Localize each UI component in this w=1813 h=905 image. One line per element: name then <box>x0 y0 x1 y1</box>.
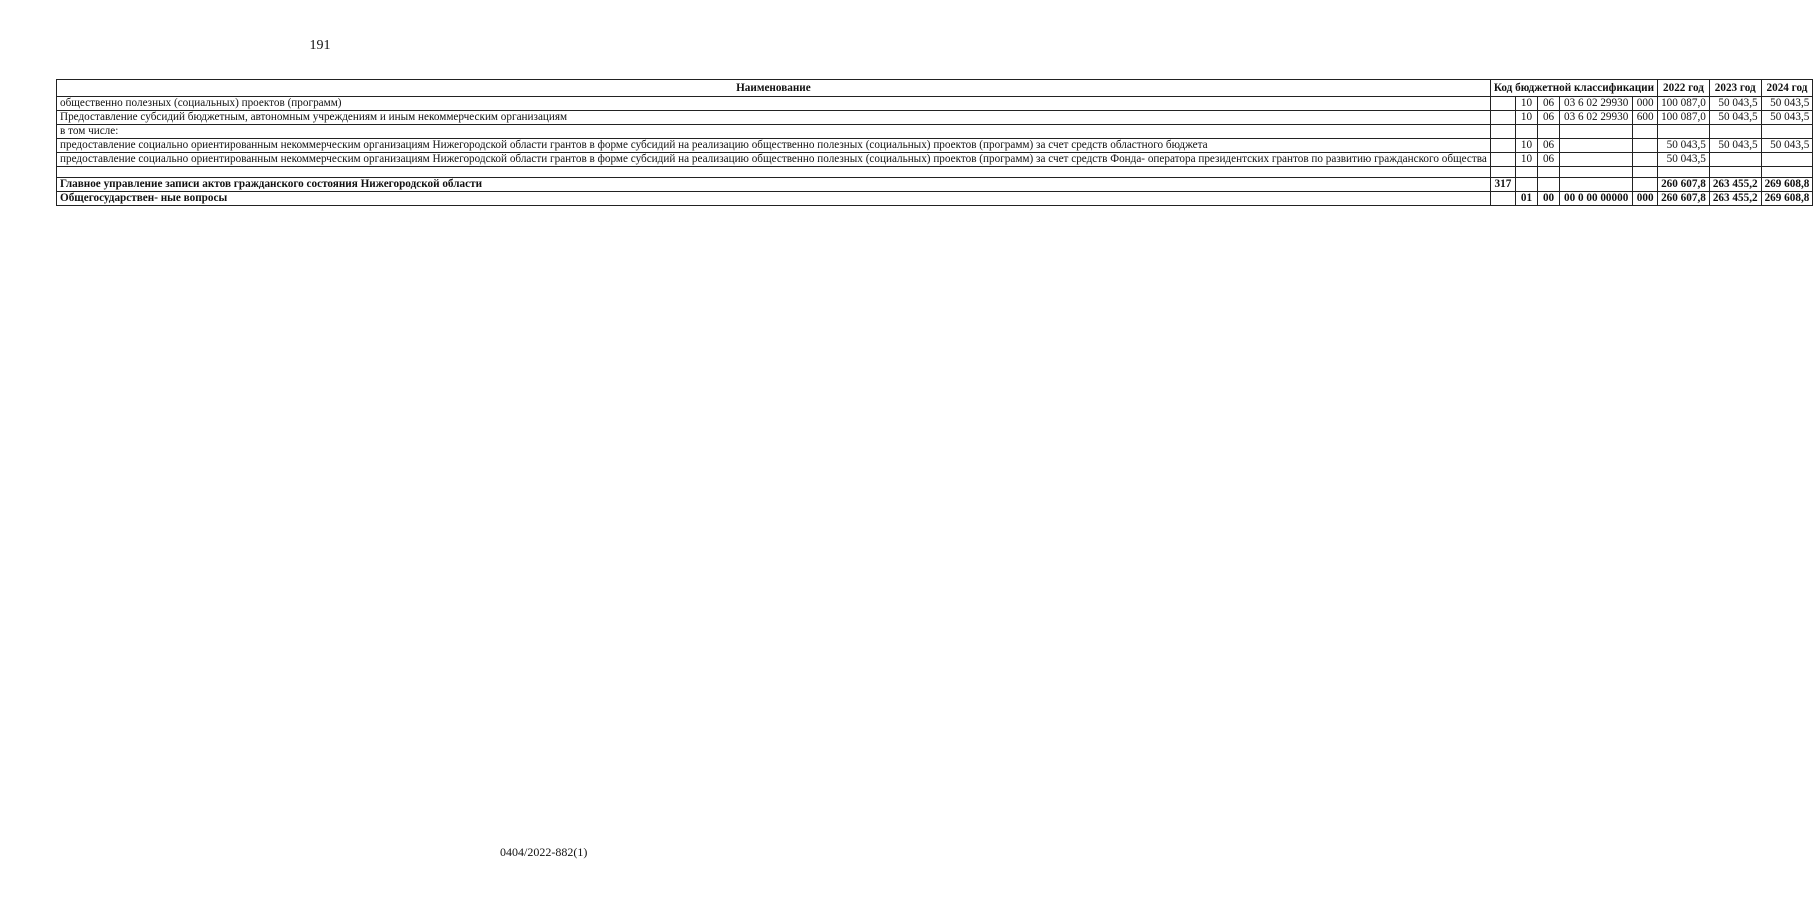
row-pr: 06 <box>1538 153 1560 167</box>
row-rz: 01 <box>1515 192 1537 206</box>
row-name: предоставление социально ориентированным некоммерческим организациям Нижегородской области грантов в форме субсидий на реализацию общественно полезных (социальных) проектов (программ) за счет средств Фонда- оператора президентских грантов по развитию гражданского общества <box>57 153 1491 167</box>
row-rz <box>1515 125 1537 139</box>
row-vr: 000 <box>1633 97 1658 111</box>
row-rz <box>1515 178 1537 192</box>
row-ved <box>1490 153 1515 167</box>
budget-table <box>56 79 1813 206</box>
row-ved <box>1490 167 1515 178</box>
row-2024: 269 608,8 <box>1761 178 1813 192</box>
row-ved <box>1490 125 1515 139</box>
row-name: Общегосударствен- ные вопросы <box>57 192 1491 206</box>
row-vr: 600 <box>1633 111 1658 125</box>
row-pr: 00 <box>1538 192 1560 206</box>
row-vr <box>1633 153 1658 167</box>
row-vr <box>1633 178 1658 192</box>
row-pr <box>1538 125 1560 139</box>
row-2022 <box>1658 125 1710 139</box>
row-rz <box>1515 167 1537 178</box>
row-ved <box>1490 97 1515 111</box>
row-pr <box>1538 167 1560 178</box>
row-name: Предоставление субсидий бюджетным, автономным учреждениям и иным некоммерческим организациям <box>57 111 1491 125</box>
row-2024 <box>1761 153 1813 167</box>
table-header-row <box>57 80 1813 97</box>
table-row <box>57 111 1813 125</box>
row-ved <box>1490 139 1515 153</box>
row-2024: 269 608,8 <box>1761 192 1813 206</box>
row-csr <box>1560 178 1633 192</box>
table-row <box>57 153 1813 167</box>
row-csr: 03 6 02 29930 <box>1560 97 1633 111</box>
header-2023: 2023 год <box>1709 80 1761 97</box>
row-name: Главное управление записи актов гражданского состояния Нижегородской области <box>57 178 1491 192</box>
row-pr: 06 <box>1538 139 1560 153</box>
row-2023: 50 043,5 <box>1709 111 1761 125</box>
page-number: 191 <box>309 38 331 53</box>
row-vr <box>1633 139 1658 153</box>
table-row <box>57 125 1813 139</box>
row-2024 <box>1761 167 1813 178</box>
row-2023: 263 455,2 <box>1709 178 1761 192</box>
row-rz: 10 <box>1515 97 1537 111</box>
row-2022: 50 043,5 <box>1658 153 1710 167</box>
row-csr <box>1560 139 1633 153</box>
row-2022: 260 607,8 <box>1658 192 1710 206</box>
row-name: общественно полезных (социальных) проектов (программ) <box>57 97 1491 111</box>
row-vr <box>1633 125 1658 139</box>
header-code: Код бюджетной классификации <box>1490 80 1657 97</box>
row-2022: 50 043,5 <box>1658 139 1710 153</box>
header-2022: 2022 год <box>1658 80 1710 97</box>
row-name <box>57 167 1491 178</box>
table-row-spacer <box>57 167 1813 178</box>
header-name: Наименование <box>57 80 1491 97</box>
row-2022: 100 087,0 <box>1658 97 1710 111</box>
row-pr: 06 <box>1538 97 1560 111</box>
table-row <box>57 192 1813 206</box>
header-2024: 2024 год <box>1761 80 1813 97</box>
row-rz: 10 <box>1515 111 1537 125</box>
table-row <box>57 97 1813 111</box>
row-csr <box>1560 125 1633 139</box>
row-pr <box>1538 178 1560 192</box>
row-2024 <box>1761 125 1813 139</box>
row-ved <box>1490 192 1515 206</box>
row-2023: 263 455,2 <box>1709 192 1761 206</box>
row-csr <box>1560 167 1633 178</box>
row-2024: 50 043,5 <box>1761 97 1813 111</box>
row-2024: 50 043,5 <box>1761 139 1813 153</box>
row-rz: 10 <box>1515 139 1537 153</box>
row-vr <box>1633 167 1658 178</box>
row-2023 <box>1709 153 1761 167</box>
row-pr: 06 <box>1538 111 1560 125</box>
row-2024: 50 043,5 <box>1761 111 1813 125</box>
row-ved <box>1490 111 1515 125</box>
row-2022: 100 087,0 <box>1658 111 1710 125</box>
row-csr: 00 0 00 00000 <box>1560 192 1633 206</box>
row-name: в том числе: <box>57 125 1491 139</box>
row-csr: 03 6 02 29930 <box>1560 111 1633 125</box>
document-code: 0404/2022-882(1) <box>500 845 588 859</box>
row-vr: 000 <box>1633 192 1658 206</box>
row-csr <box>1560 153 1633 167</box>
row-ved: 317 <box>1490 178 1515 192</box>
row-2023: 50 043,5 <box>1709 139 1761 153</box>
row-name: предоставление социально ориентированным некоммерческим организациям Нижегородской области грантов в форме субсидий на реализацию общественно полезных (социальных) проектов (программ) за счет средств областного бюджета <box>57 139 1491 153</box>
table-row <box>57 139 1813 153</box>
row-2022: 260 607,8 <box>1658 178 1710 192</box>
row-2022 <box>1658 167 1710 178</box>
row-rz: 10 <box>1515 153 1537 167</box>
table-row <box>57 178 1813 192</box>
row-2023 <box>1709 125 1761 139</box>
row-2023: 50 043,5 <box>1709 97 1761 111</box>
row-2023 <box>1709 167 1761 178</box>
